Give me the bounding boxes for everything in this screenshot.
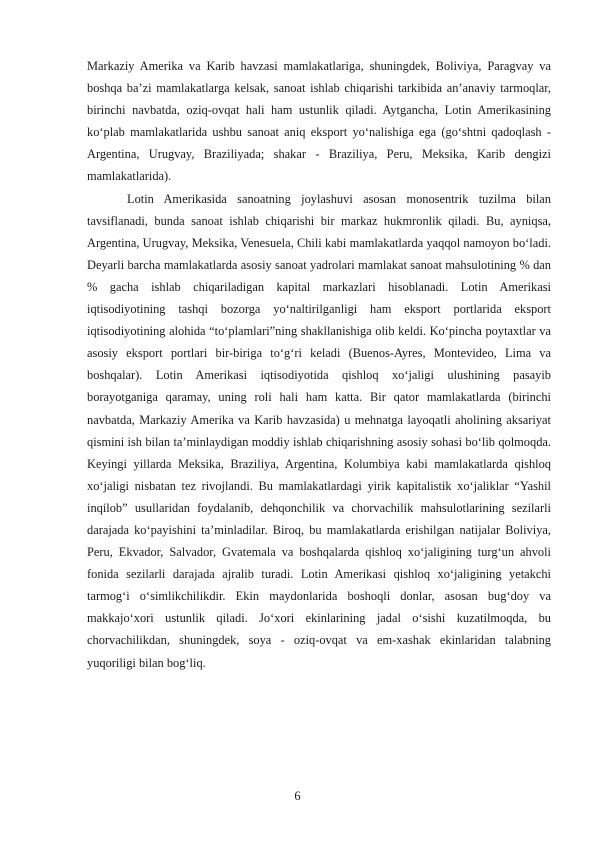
document-body	[87, 55, 551, 674]
paragraph-2: Lotin Amerikasida sanoatning joylashuvi asosan monosentrik tuzilma bilan tavsiflanadi, bunda sanoat ishlab chiqarishi bir markaz hukmronlik qiladi. Bu, ayniqsa, Argentina, Urugvay, Meksika, Venesuela, Chili kabi mamlakatlarda yaqqol namoyon bo‘ladi. Deyarli barcha mamlakatlarda asosiy sanoat yadrolari mamlakat sanoat mahsulotining % dan % gacha ishlab chiqariladigan kapital markazlari hisoblanadi. Lotin Amerikasi iqtisodiyotining tashqi bozorga yo‘naltirilganligi ham eksport portlarida eksport iqtisodiyotining alohida “to‘plamlari”ning shakllanishiga olib keldi. Ko‘pincha poytaxtlar va asosiy eksport portlari bir-biriga to‘g‘ri keladi (Buenos-Ayres, Montevideo, Lima va boshqalar). Lotin Amerikasi iqtisodiyotida qishloq xo‘jaligi ulushining pasayib borayotganiga qaramay, uning roli hali ham katta. Bir qator mamlakatlarda (birinchi navbatda, Markaziy Amerika va Karib havzasida) u mehnatga layoqatli aholining aksariyat qismini ish bilan ta’minlaydigan moddiy ishlab chiqarishning asosiy sohasi bo‘lib qolmoqda. Keyingi yillarda Meksika, Braziliya, Argentina, Kolumbiya kabi mamlakatlarda qishloq xo‘jaligi nisbatan tez rivojlandi. Bu mamlakatlardagi yirik kapitalistik xo‘jaliklar “Yashil inqilob” usullaridan foydalanib, dehqonchilik va chorvachilik mahsulotlarining sezilarli darajada ko‘payishini ta’minladilar. Biroq, bu mamlakatlarda erishilgan natijalar Boliviya, Peru, Ekvador, Salvador, Gvatemala va boshqalarda qishloq xo‘jaligining turg‘un ahvoli fonida sezilarli darajada ajralib turadi. Lotin Amerikasi qishloq xo‘jaligining yetakchi tarmog‘i o‘simlikchilikdir. Ekin maydonlarida boshoqli donlar, asosan bug‘doy va makkajo‘xori ustunlik qiladi. Jo‘xori ekinlarining jadal o‘sishi kuzatilmoqda, bu chorvachilikdan, shuningdek, soya - oziq-ovqat va em-xashak ekinlaridan talabning yuqoriligi bilan bog‘liq.	[87, 191, 551, 670]
page-number: 6	[294, 789, 301, 803]
paragraph-1: Markaziy Amerika va Karib havzasi mamlakatlariga, shuningdek, Boliviya, Paragvay va boshqa ba’zi mamlakatlarga kelsak, sanoat ishlab chiqarishi tarkibida an’anaviy tarmoqlar, birinchi navbatda, oziq-ovqat hali ham ustunlik qiladi. Aytgancha, Lotin Amerikasining ko‘plab mamlakatlarida ushbu sanoat aniq eksport yo‘nalishiga ega (go‘shtni qadoqlash - Argentina, Urugvay, Braziliyada; shakar - Braziliya, Peru, Meksika, Karib dengizi mamlakatlarida).	[87, 59, 551, 184]
